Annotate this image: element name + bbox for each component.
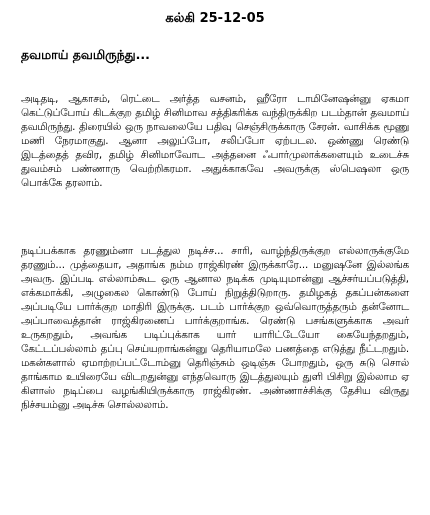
article-title: தவமாய் தவமிருந்து... bbox=[21, 47, 150, 62]
article-paragraph-2: நடிப்பக்காக தரணும்னா படத்துல நடிச்ச... சாரி, வாழ்ந்திருக்குற எல்லாருக்குமே தரணும்... முத்தையா, அதாங்க நம்ம ராஜ்கிரண் இருக்காரே... மனுஷனே இல்லங்க அவரு. இப்படி எல்லாம்கூட ஒரு ஆனால நடிக்க முடியுமான்னு ஆச்சர்யப்படுத்தி, எக்கமாக்கி, அழுகைல கொண்டு போய் நிறுத்திடுறாரு. தமிழகத் தகப்பன்களை அப்படியே பார்க்குற மாதிரி இருக்கு. படம் பார்க்குற ஒவ்வொருத்தரும் தன்னோட அப்பாவைத்தான் ராஜ்கிரணைப் பார்க்குறாங்க. ரெண்டு பசங்களுக்காக அவர் உருகறதும், அவங்க படிப்புக்காக யார் யாரிட்டேயோ கையேந்தறதும், கேட்டப்பல்லாம் தப்பு செய்யறாங்கன்னு தெரியாமலே பணத்தை எடுத்து நீட்டறதும். மகன்களால் ஏமாற்றப்பட்டோம்னு தெரிஞ்சும் ஒடிஞ்சு போறதும், ஒரு சுடு சொல் தாங்காம உயிரையே விடறதுன்னு எந்தவொரு இடத்துலயும் துளி பிசிறு இல்லாம ஏ கிளாஸ் நடிப்பை வழங்கியிருக்காரு ராஜ்கிரண். அண்ணாச்சிக்கு தேசிய விருது நிச்சயம்னு அடிச்சு சொல்லலாம். bbox=[21, 245, 409, 412]
page-header: கல்கி 25-12-05 bbox=[165, 11, 265, 26]
article-paragraph-1: அடிதடி, ஆகாசம், ரெட்டை அர்த்த வசனம், ஹீரோ டாமினேஷன்னு ஏகமா கெட்டுப்போய் கிடக்குற தமிழ் சினிமாவ சத்திகரிக்க வந்திருக்கிற படம்தான் தவமாய் தவமிருந்து. திரையில் ஒரு நாவலையே பதிவு செஞ்சிருக்காரு சேரன். வாசிக்க மூணு மணி நேரமாகுது. ஆனா அலுப்போ, சலிப்போ ஏற்படல. ஒண்ணு ரெண்டு இடத்தைத் தவிர, தமிழ் சினிமாவோட அத்தனை ஃபார்முலாக்களையும் உடைச்சு துவம்சம் பண்ணாரு வெற்றிகரமா. அதுக்காகவே அவருக்கு ஸ்பெஷலா ஒரு பொக்கே தரலாம். bbox=[21, 93, 409, 190]
